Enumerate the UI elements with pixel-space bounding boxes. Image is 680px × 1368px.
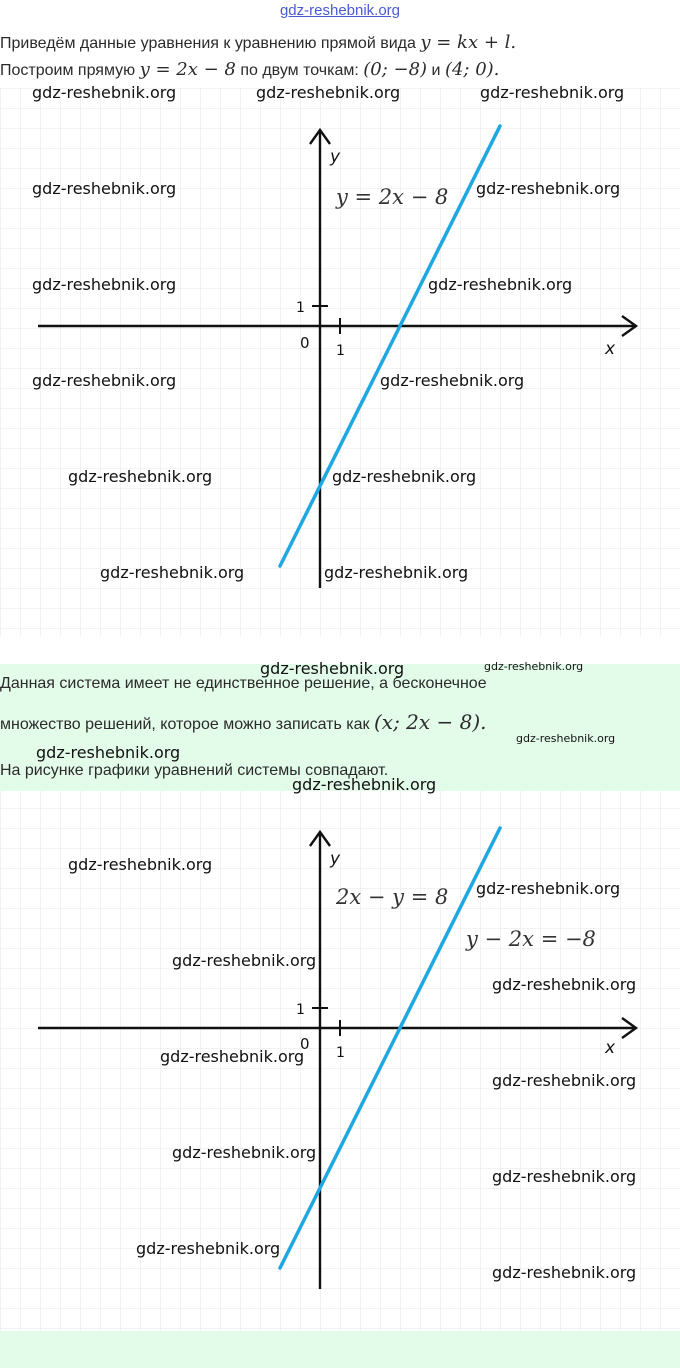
watermark: gdz-reshebnik.org [32, 371, 177, 390]
watermark: gdz-reshebnik.org [516, 732, 616, 745]
watermark: gdz-reshebnik.org [476, 179, 621, 198]
watermark: gdz-reshebnik.org [256, 83, 401, 102]
watermark: gdz-reshebnik.org [332, 467, 477, 486]
watermark: gdz-reshebnik.org [476, 879, 621, 898]
intro-text: по двум точкам: [240, 62, 359, 79]
watermark: gdz-reshebnik.org [160, 1047, 305, 1066]
watermark: gdz-reshebnik.org [492, 1263, 637, 1282]
origin-label: 0 [300, 334, 310, 352]
intro-text: Приведём данные уравнения к уравнению прямой вида [0, 35, 416, 52]
equation-label-b: y − 2x = −8 [466, 927, 596, 951]
watermark: gdz-reshebnik.org [492, 1167, 637, 1186]
intro-text: Построим прямую [0, 62, 136, 79]
watermark: gdz-reshebnik.org [32, 275, 177, 294]
site-link[interactable]: gdz-reshebnik.org [279, 2, 401, 19]
x-axis-label: x [605, 1038, 616, 1058]
answer-line-1: Данная система имеет не единственное решение, а бесконечное [0, 675, 487, 692]
bottom-panel [0, 1331, 680, 1368]
watermark: gdz-reshebnik.org [32, 179, 177, 198]
watermark: gdz-reshebnik.org [292, 775, 437, 794]
y-unit-label: 1 [296, 1002, 305, 1018]
watermark: gdz-reshebnik.org [492, 975, 637, 994]
watermark: gdz-reshebnik.org [380, 371, 525, 390]
graph-1 [0, 88, 680, 636]
watermark: gdz-reshebnik.org [172, 1143, 317, 1162]
watermark: gdz-reshebnik.org [260, 659, 405, 678]
answer-line-2 [0, 710, 487, 734]
equation-label-a: 2x − y = 8 [336, 885, 449, 909]
origin-label: 0 [300, 1035, 310, 1053]
point-a: (0; −8) [363, 59, 428, 80]
intro-text: и [431, 62, 441, 79]
answer-line-3: На рисунке графики уравнений системы совпадают. [0, 762, 389, 779]
x-unit-label: 1 [336, 1045, 345, 1061]
y-unit-label: 1 [296, 300, 305, 316]
watermark: gdz-reshebnik.org [68, 467, 213, 486]
watermark: gdz-reshebnik.org [100, 563, 245, 582]
point-b: (4; 0). [444, 59, 500, 80]
answer-formula: (x; 2x − 8). [374, 710, 487, 734]
watermark: gdz-reshebnik.org [324, 563, 469, 582]
watermark: gdz-reshebnik.org [492, 1071, 637, 1090]
intro-line-1 [0, 32, 516, 53]
watermark: gdz-reshebnik.org [480, 83, 625, 102]
line-equation: y = 2x − 8 [139, 59, 236, 80]
intro-formula: y = kx + l. [420, 32, 517, 53]
x-axis-label: x [605, 339, 616, 359]
watermark: gdz-reshebnik.org [68, 855, 213, 874]
watermark: gdz-reshebnik.org [32, 83, 177, 102]
watermark: gdz-reshebnik.org [172, 951, 317, 970]
intro-line-2 [0, 59, 499, 80]
y-axis-label: y [330, 849, 341, 869]
y-axis-label: y [330, 147, 341, 167]
watermark: gdz-reshebnik.org [428, 275, 573, 294]
watermark: gdz-reshebnik.org [484, 660, 584, 673]
grid [0, 88, 680, 636]
watermark: gdz-reshebnik.org [36, 743, 181, 762]
watermark: gdz-reshebnik.org [136, 1239, 281, 1258]
x-unit-label: 1 [336, 343, 345, 359]
equation-label: y = 2x − 8 [336, 185, 449, 209]
answer-text: множество решений, которое можно записать как [0, 716, 370, 733]
